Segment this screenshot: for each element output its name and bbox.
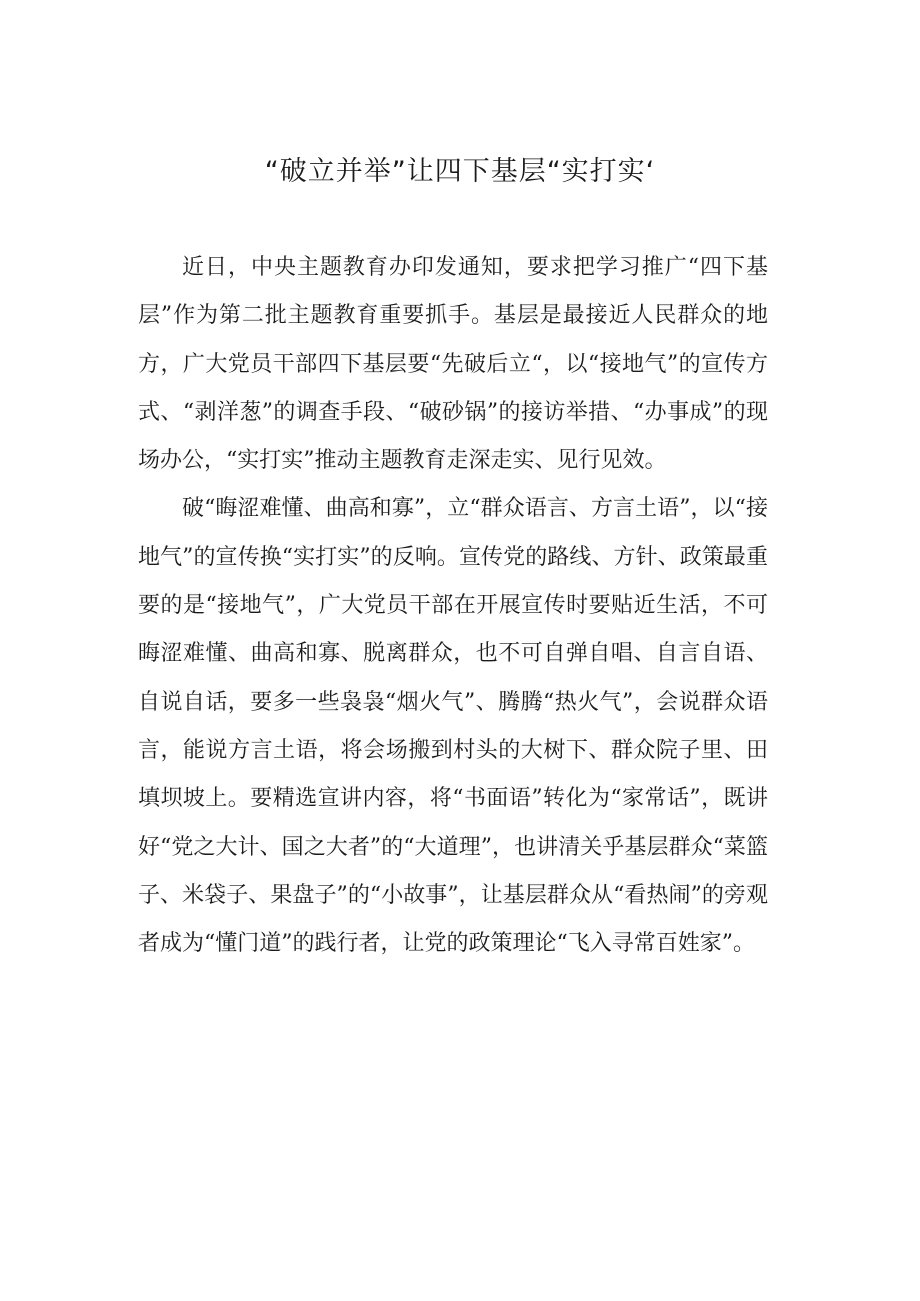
paragraph-intro: 近日，中央主题教育办印发通知，要求把学习推广“四下基层”作为第二批主题教育重要抓手。基层是最接近人民群众的地方，广大党员干部四下基层要“先破后立“，以“接地气”的宣传方式、“剥洋葱”的调查手段、“破砂锅”的接访举措、“办事成”的现场办公，“实打实”推动主题教育走深走实、见行见效。	[138, 255, 768, 474]
paragraph-publicity: 破“晦涩难懂、曲高和寡”，立“群众语言、方言土语”，以“接地气”的宣传换“实打实”的反响。宣传党的路线、方针、政策最重要的是“接地气”，广大党员干部在开展宣传时要贴近生活，不可晦涩难懂、曲高和寡、脱离群众，也不可自弹自唱、自言自语、自说自话，要多一些袅袅“烟火气”、腾腾“热火气”，会说群众语言，能说方言土语，将会场搬到村头的大树下、群众院子里、田填坝坡上。要精选宣讲内容，将“书面语”转化为“家常话”，既讲好“党之大计、国之大者”的“大道理”，也讲清关乎基层群众“菜篮子、米袋子、果盘子”的“小故事”，让基层群众从“看热闹”的旁观者成为“懂门道”的践行者，让党的政策理论“飞入寻常百姓家”。	[138, 496, 768, 957]
article-body	[138, 244, 768, 968]
article-title: “破立并举”让四下基层“实打实‘	[264, 156, 656, 187]
